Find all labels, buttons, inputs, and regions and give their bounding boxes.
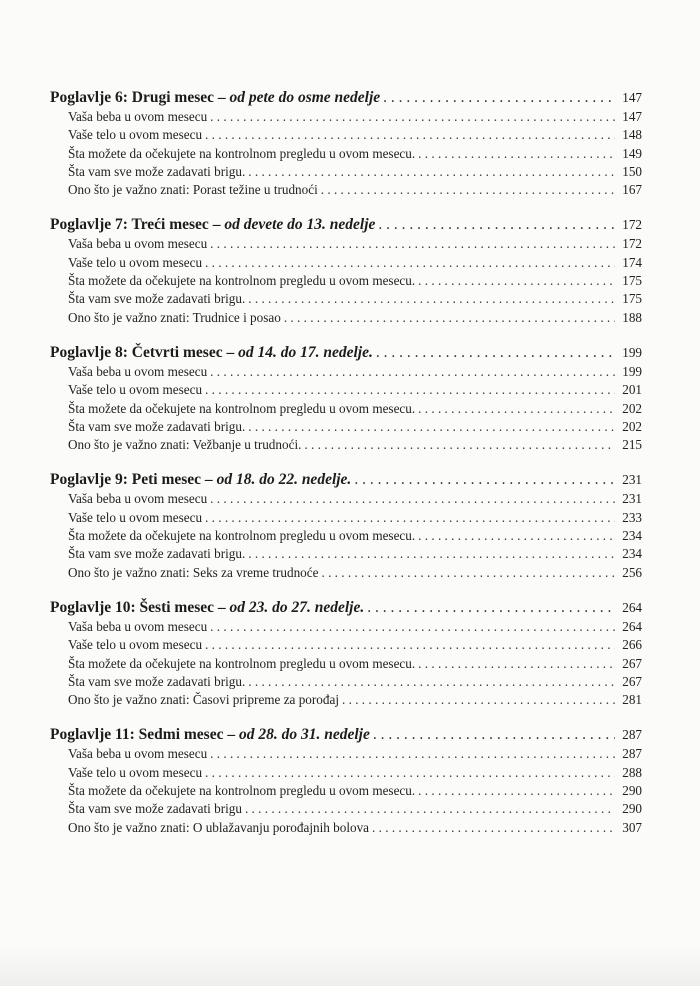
entry-label: Šta možete da očekujete na kontrolnom pregledu u ovom mesecu.	[68, 783, 416, 799]
entry-label: Ono što je važno znati: Časovi pripreme za porođaj	[68, 692, 339, 708]
leader-dots	[210, 745, 615, 763]
entry-label: Šta možete da očekujete na kontrolnom pregledu u ovom mesecu.	[68, 655, 416, 671]
leader-dots	[205, 764, 615, 782]
entry-label: Ono što je važno znati: Seks za vreme trudnoće	[68, 564, 319, 580]
toc-entry[interactable]	[50, 673, 642, 691]
leader-dots	[210, 363, 615, 381]
entry-label: Šta vam sve može zadavati brigu.	[68, 546, 246, 562]
leader-dots	[373, 725, 615, 745]
toc-entry[interactable]	[50, 564, 642, 582]
page-number: 290	[622, 801, 642, 817]
toc-entry[interactable]	[50, 163, 642, 181]
toc-entry[interactable]	[50, 490, 642, 508]
toc-entry[interactable]	[50, 745, 642, 763]
toc-entry[interactable]	[50, 527, 642, 545]
leader-dots	[210, 108, 615, 126]
page-number: 288	[622, 764, 642, 780]
chapter-11	[50, 725, 642, 836]
leader-dots	[284, 309, 615, 327]
leader-dots	[248, 418, 615, 436]
page-number: 202	[622, 400, 642, 416]
entry-label: Vaša beba u ovom mesecu	[68, 491, 208, 507]
entry-label: Vaše telo u ovom mesecu	[68, 254, 203, 270]
chapter-heading[interactable]	[50, 88, 642, 108]
page-number: 148	[622, 127, 642, 143]
entry-label: Šta vam sve može zadavati brigu	[68, 801, 242, 817]
entry-label: Vaša beba u ovom mesecu	[68, 236, 208, 252]
leader-dots	[418, 272, 615, 290]
toc-entry[interactable]	[50, 363, 642, 381]
entry-label: Ono što je važno znati: Vežbanje u trudnoći.	[68, 437, 302, 453]
toc-entry[interactable]	[50, 509, 642, 527]
toc-entry[interactable]	[50, 782, 642, 800]
toc-entry[interactable]	[50, 145, 642, 163]
toc-entry[interactable]	[50, 819, 642, 837]
entry-label: Šta možete da očekujete na kontrolnom pregledu u ovom mesecu.	[68, 400, 416, 416]
chapter-heading[interactable]	[50, 343, 642, 363]
leader-dots	[248, 673, 615, 691]
page-number: 174	[622, 254, 642, 270]
leader-dots	[248, 163, 615, 181]
page-number: 188	[622, 309, 642, 325]
leader-dots	[367, 598, 615, 618]
chapter-10	[50, 598, 642, 709]
leader-dots	[418, 655, 615, 673]
entry-label: Vaše telo u ovom mesecu	[68, 764, 203, 780]
entry-label: Šta vam sve može zadavati brigu.	[68, 418, 246, 434]
page-number: 231	[622, 472, 642, 488]
chapter-title: Poglavlje 10: Šesti mesec – od 23. do 27. nedelje.	[50, 598, 365, 616]
page-bottom-shadow	[0, 946, 700, 986]
page-number: 264	[622, 618, 642, 634]
toc-entry[interactable]	[50, 545, 642, 563]
chapter-9	[50, 470, 642, 581]
page-number: 202	[622, 418, 642, 434]
page-number: 231	[622, 491, 642, 507]
entry-label: Vaša beba u ovom mesecu	[68, 746, 208, 762]
page-number: 267	[622, 655, 642, 671]
entry-label: Vaše telo u ovom mesecu	[68, 509, 203, 525]
toc-entry[interactable]	[50, 272, 642, 290]
page-number: 290	[622, 783, 642, 799]
entry-label: Ono što je važno znati: O ublažavanju porođajnih bolova	[68, 819, 370, 835]
page-number: 147	[622, 109, 642, 124]
toc-entry[interactable]	[50, 636, 642, 654]
leader-dots	[248, 545, 615, 563]
page-number: 234	[622, 546, 642, 562]
leader-dots	[376, 343, 615, 363]
entry-label: Vaša beba u ovom mesecu	[68, 109, 208, 124]
entry-label: Vaša beba u ovom mesecu	[68, 618, 208, 634]
toc-entry[interactable]	[50, 381, 642, 399]
leader-dots	[342, 691, 615, 709]
page-number: 149	[622, 145, 642, 161]
leader-dots	[210, 235, 615, 253]
leader-dots	[205, 636, 615, 654]
leader-dots	[418, 782, 615, 800]
toc-entry[interactable]	[50, 764, 642, 782]
toc-entry[interactable]	[50, 254, 642, 272]
leader-dots	[210, 490, 615, 508]
toc-entry[interactable]	[50, 235, 642, 253]
page-number: 234	[622, 528, 642, 544]
leader-dots	[383, 88, 615, 108]
page-number: 281	[622, 692, 642, 708]
leader-dots	[354, 470, 615, 490]
entry-label: Šta možete da očekujete na kontrolnom pregledu u ovom mesecu.	[68, 145, 416, 161]
entry-label: Vaše telo u ovom mesecu	[68, 637, 203, 653]
page-number: 307	[622, 819, 642, 835]
leader-dots	[210, 618, 615, 636]
page-number: 267	[622, 673, 642, 689]
page-number: 233	[622, 509, 642, 525]
toc-entry[interactable]	[50, 181, 642, 199]
page-number: 199	[622, 363, 642, 379]
leader-dots	[205, 126, 615, 144]
chapter-heading[interactable]	[50, 725, 642, 745]
toc-entry[interactable]	[50, 436, 642, 454]
toc-entry[interactable]	[50, 655, 642, 673]
leader-dots	[418, 400, 615, 418]
toc-entry[interactable]	[50, 418, 642, 436]
leader-dots	[321, 181, 615, 199]
chapter-title: Poglavlje 9: Peti mesec – od 18. do 22. nedelje.	[50, 471, 352, 489]
leader-dots	[378, 215, 615, 235]
leader-dots	[321, 564, 615, 582]
leader-dots	[205, 254, 615, 272]
leader-dots	[248, 290, 615, 308]
leader-dots	[245, 800, 615, 818]
toc-entry[interactable]	[50, 126, 642, 144]
page-number: 175	[622, 273, 642, 289]
chapter-heading[interactable]	[50, 470, 642, 490]
entry-label: Vaša beba u ovom mesecu	[68, 363, 208, 379]
toc-entry[interactable]	[50, 691, 642, 709]
chapter-6	[50, 88, 642, 199]
leader-dots	[418, 145, 615, 163]
chapter-heading[interactable]	[50, 215, 642, 235]
chapter-title: Poglavlje 6: Drugi mesec – od pete do osme nedelje	[50, 89, 381, 106]
page-number: 167	[622, 182, 642, 198]
entry-label: Šta vam sve može zadavati brigu.	[68, 291, 246, 307]
leader-dots	[205, 509, 615, 527]
page-number: 175	[622, 291, 642, 307]
page-number: 201	[622, 382, 642, 398]
page-number: 199	[622, 344, 642, 360]
chapter-title: Poglavlje 7: Treći mesec – od devete do 13. nedelje	[50, 216, 376, 234]
leader-dots	[205, 381, 615, 399]
page-number: 215	[622, 437, 642, 453]
page-number: 256	[622, 564, 642, 580]
chapter-7	[50, 215, 642, 326]
chapter-heading[interactable]	[50, 598, 642, 618]
entry-label: Vaše telo u ovom mesecu	[68, 127, 203, 143]
chapter-title: Poglavlje 8: Četvrti mesec – od 14. do 17. nedelje.	[50, 343, 373, 361]
table-of-contents	[50, 88, 642, 853]
toc-entry[interactable]	[50, 800, 642, 818]
page-number: 287	[622, 746, 642, 762]
page-number: 266	[622, 637, 642, 653]
leader-dots	[304, 436, 615, 454]
toc-entry[interactable]	[50, 400, 642, 418]
entry-label: Šta vam sve može zadavati brigu.	[68, 163, 246, 179]
page-number: 150	[622, 163, 642, 179]
entry-label: Ono što je važno znati: Trudnice i posao	[68, 309, 281, 325]
entry-label: Vaše telo u ovom mesecu	[68, 382, 203, 398]
toc-entry[interactable]	[50, 290, 642, 308]
toc-entry[interactable]	[50, 108, 642, 126]
entry-label: Šta vam sve može zadavati brigu.	[68, 673, 246, 689]
entry-label: Ono što je važno znati: Porast težine u trudnoći	[68, 182, 318, 198]
leader-dots	[418, 527, 615, 545]
toc-entry[interactable]	[50, 618, 642, 636]
leader-dots	[372, 819, 615, 837]
toc-entry[interactable]	[50, 309, 642, 327]
page-number: 172	[622, 236, 642, 252]
chapter-title: Poglavlje 11: Sedmi mesec – od 28. do 31. nedelje	[50, 726, 370, 744]
chapter-8	[50, 343, 642, 454]
page-number: 172	[622, 217, 642, 233]
entry-label: Šta možete da očekujete na kontrolnom pregledu u ovom mesecu.	[68, 273, 416, 289]
entry-label: Šta možete da očekujete na kontrolnom pregledu u ovom mesecu.	[68, 528, 416, 544]
page-number: 264	[622, 599, 642, 615]
page-number: 287	[622, 727, 642, 743]
page-number: 147	[622, 90, 642, 105]
